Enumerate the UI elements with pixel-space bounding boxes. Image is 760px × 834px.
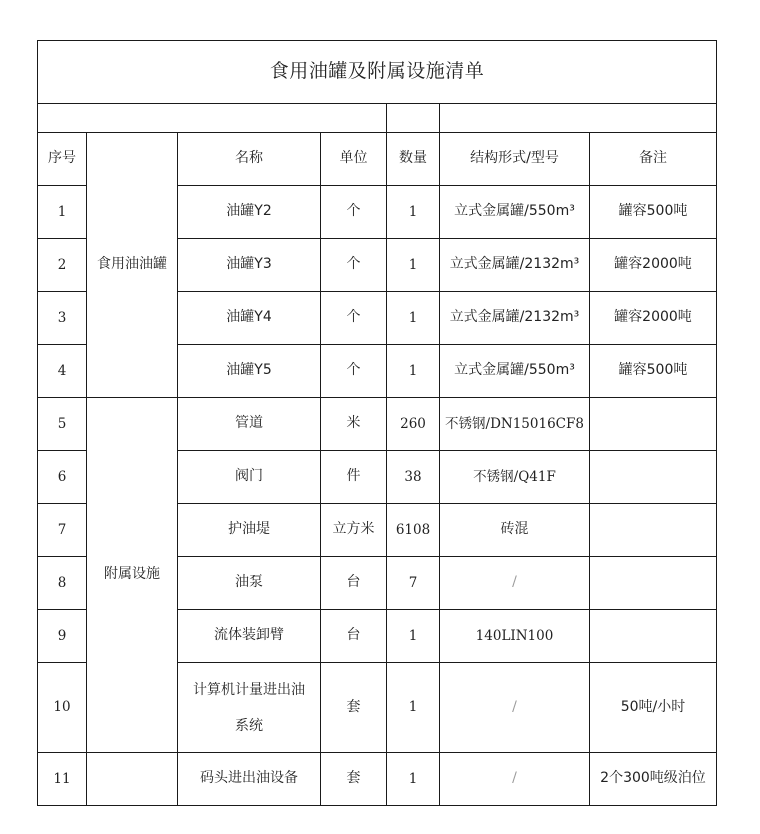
row-unit: 个 [321,292,387,345]
row-structure: / [440,753,590,806]
row-unit: 立方米 [321,504,387,557]
row-remark [590,451,717,504]
header-name: 名称 [178,133,321,186]
row-unit: 台 [321,610,387,663]
spacer-cell [38,104,387,133]
header-remark: 备注 [590,133,717,186]
row-index: 4 [38,345,87,398]
row-remark: 50吨/小时 [590,663,717,753]
row-index: 5 [38,398,87,451]
row-name: 油罐Y3 [178,239,321,292]
header-row [38,133,717,186]
spacer-cell [387,104,440,133]
row-index: 2 [38,239,87,292]
table-row [38,753,717,806]
row-qty: 1 [387,345,440,398]
row-name: 油罐Y4 [178,292,321,345]
row-qty: 1 [387,186,440,239]
row-structure: 立式金属罐/550m³ [440,186,590,239]
row-qty: 1 [387,753,440,806]
row-name: 油罐Y5 [178,345,321,398]
row-unit: 套 [321,753,387,806]
row-structure: 立式金属罐/2132m³ [440,292,590,345]
row-structure: / [440,557,590,610]
row-unit: 个 [321,239,387,292]
row-qty: 260 [387,398,440,451]
spacer-cell [440,104,717,133]
row-unit: 套 [321,663,387,753]
row-structure: 不锈钢/DN15016CF8 [440,398,590,451]
row-structure: 不锈钢/Q41F [440,451,590,504]
row-index: 3 [38,292,87,345]
row-structure: 140LIN100 [440,610,590,663]
header-structure: 结构形式/型号 [440,133,590,186]
row-name [178,663,321,753]
row-name-line-1: 计算机计量进出油 [193,681,305,698]
row-name-line-2: 系统 [235,717,263,734]
row-name: 阀门 [178,451,321,504]
row-remark [590,557,717,610]
row-remark: 2个300吨级泊位 [590,753,717,806]
row-remark: 罐容2000吨 [590,239,717,292]
row-qty: 1 [387,610,440,663]
inventory-table [37,40,717,806]
row-qty: 1 [387,663,440,753]
row-name: 油泵 [178,557,321,610]
row-remark: 罐容2000吨 [590,292,717,345]
row-unit: 个 [321,186,387,239]
row-qty: 38 [387,451,440,504]
row-qty: 7 [387,557,440,610]
row-remark [590,504,717,557]
row-unit: 台 [321,557,387,610]
row-qty: 1 [387,239,440,292]
header-qty: 数量 [387,133,440,186]
row-index: 11 [38,753,87,806]
row-qty: 6108 [387,504,440,557]
row-index: 10 [38,663,87,753]
row-index: 8 [38,557,87,610]
row-remark: 罐容500吨 [590,186,717,239]
row-structure: 立式金属罐/2132m³ [440,239,590,292]
row-unit: 件 [321,451,387,504]
row-qty: 1 [387,292,440,345]
row-unit: 个 [321,345,387,398]
inventory-table-container [37,40,717,806]
row-remark [590,610,717,663]
row-unit: 米 [321,398,387,451]
header-index: 序号 [38,133,87,186]
spacer-row [38,104,717,133]
row-name: 管道 [178,398,321,451]
group-empty-cell [87,753,178,806]
row-structure: / [440,663,590,753]
group-facilities: 附属设施 [87,398,178,753]
row-index: 1 [38,186,87,239]
title-row [38,41,717,104]
row-name: 码头进出油设备 [178,753,321,806]
row-structure: 立式金属罐/550m³ [440,345,590,398]
row-index: 6 [38,451,87,504]
row-structure: 砖混 [440,504,590,557]
row-remark: 罐容500吨 [590,345,717,398]
row-name: 护油堤 [178,504,321,557]
group-tanks: 食用油油罐 [87,133,178,398]
table-title: 食用油罐及附属设施清单 [38,41,717,104]
header-unit: 单位 [321,133,387,186]
row-index: 7 [38,504,87,557]
row-name: 流体装卸臂 [178,610,321,663]
row-name: 油罐Y2 [178,186,321,239]
table-row [38,398,717,451]
row-remark [590,398,717,451]
row-index: 9 [38,610,87,663]
